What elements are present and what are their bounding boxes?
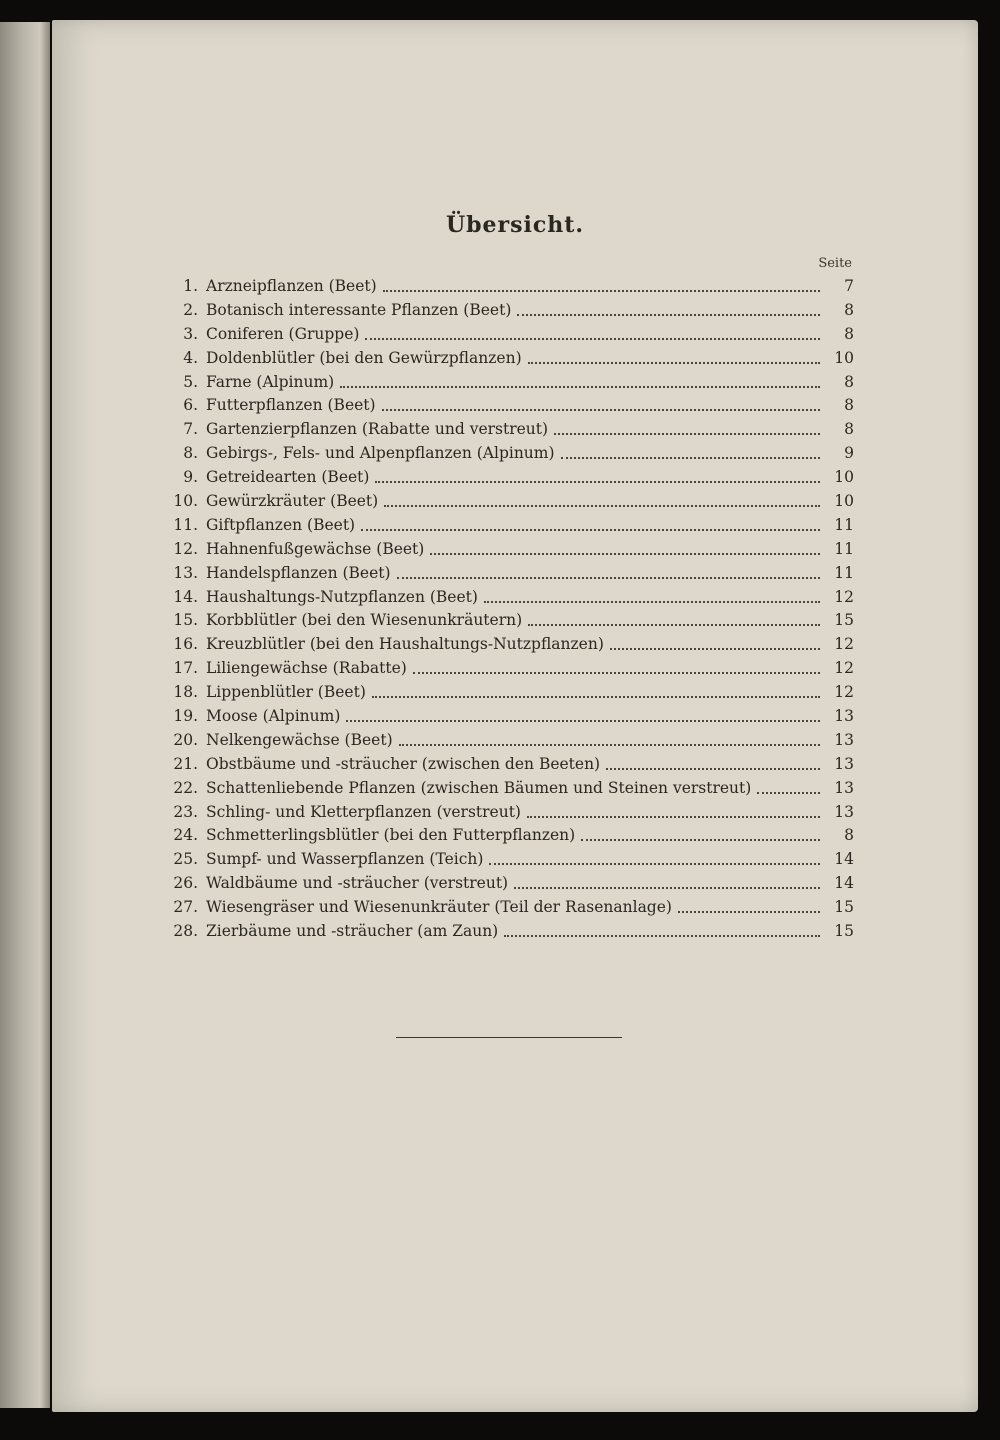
toc-entry-number: 6.: [183, 396, 198, 415]
toc-entry: [160, 633, 854, 657]
toc-entry-title: Nelkengewächse (Beet): [206, 730, 393, 749]
toc-entry-number: 2.: [183, 300, 198, 319]
toc-entry-page: 8: [844, 372, 854, 391]
toc-entry-page: 12: [834, 659, 854, 678]
toc-entry: [160, 920, 854, 944]
toc-entry-title: Zierbäume und -sträucher (am Zaun): [206, 922, 499, 941]
toc-entry: [160, 347, 854, 371]
toc-entry-title: Lippenblütler (Beet): [206, 683, 366, 702]
dot-leader: [397, 577, 820, 579]
toc-entry-title: Haushaltungs-Nutzpflanzen (Beet): [206, 587, 478, 606]
toc-entry-title: Korbblütler (bei den Wiesenunkräutern): [206, 611, 523, 630]
toc-entry-number: 25.: [173, 850, 198, 869]
toc-entry-number: 27.: [173, 898, 198, 917]
toc-entry-title: Sumpf- und Wasserpflanzen (Teich): [206, 850, 484, 869]
page-title: Übersicht.: [445, 212, 585, 238]
toc-entry-page: 7: [844, 277, 854, 295]
toc-entry: [160, 490, 854, 514]
table-of-contents: [160, 275, 854, 944]
toc-entry: [160, 538, 854, 562]
toc-entry: [160, 609, 854, 633]
toc-entry: [160, 323, 854, 347]
toc-entry-page: 10: [834, 492, 854, 511]
toc-entry-page: 14: [834, 850, 854, 869]
toc-entry-title: Farne (Alpinum): [206, 372, 335, 391]
toc-entry-page: 13: [834, 802, 854, 821]
toc-entry: [160, 466, 854, 490]
toc-entry-page: 10: [834, 468, 854, 487]
toc-entry-title: Kreuzblütler (bei den Haushaltungs-Nutzpflanzen): [206, 635, 604, 654]
toc-entry-title: Gewürzkräuter (Beet): [206, 492, 379, 511]
divider-rule: [396, 1037, 622, 1038]
toc-entry: [160, 896, 854, 920]
toc-entry-number: 21.: [173, 754, 198, 773]
dot-leader: [375, 481, 820, 483]
dot-leader: [757, 792, 820, 794]
toc-entry-page: 13: [834, 754, 854, 773]
toc-entry-page: 15: [834, 611, 854, 630]
toc-entry-page: 13: [834, 778, 854, 797]
toc-entry-page: 9: [844, 444, 854, 463]
toc-entry-number: 17.: [173, 659, 198, 678]
toc-entry-title: Coniferen (Gruppe): [206, 324, 360, 343]
dot-leader: [527, 816, 820, 818]
dot-leader: [413, 672, 820, 674]
toc-entry: [160, 657, 854, 681]
dot-leader: [365, 338, 820, 340]
toc-entry-number: 23.: [173, 802, 198, 821]
toc-entry: [160, 562, 854, 586]
dot-leader: [372, 696, 820, 698]
toc-entry-page: 11: [834, 563, 854, 582]
dot-leader: [430, 553, 820, 555]
toc-entry: [160, 801, 854, 825]
toc-entry-page: 8: [844, 324, 854, 343]
toc-entry-number: 10.: [173, 492, 198, 511]
toc-entry-number: 3.: [183, 324, 198, 343]
dot-leader: [382, 409, 820, 411]
toc-entry-title: Wiesengräser und Wiesenunkräuter (Teil der Rasenanlage): [206, 898, 672, 917]
dot-leader: [528, 624, 820, 626]
book-spine: [0, 22, 50, 1408]
dot-leader: [399, 744, 820, 746]
toc-entry-page: 12: [834, 587, 854, 606]
toc-entry-number: 14.: [173, 587, 198, 606]
toc-entry-number: 18.: [173, 683, 198, 702]
toc-entry-number: 16.: [173, 635, 198, 654]
toc-entry-number: 5.: [183, 372, 198, 391]
toc-entry-number: 13.: [173, 563, 198, 582]
toc-entry: [160, 586, 854, 610]
toc-entry-title: Moose (Alpinum): [206, 707, 341, 726]
dot-leader: [517, 314, 820, 316]
toc-entry-number: 24.: [173, 826, 198, 845]
dot-leader: [504, 935, 820, 937]
dot-leader: [678, 911, 820, 913]
toc-entry-title: Doldenblütler (bei den Gewürzpflanzen): [206, 348, 522, 367]
toc-entry: [160, 371, 854, 395]
toc-entry-title: Gartenzierpflanzen (Rabatte und verstreut): [206, 420, 549, 439]
toc-entry-title: Giftpflanzen (Beet): [206, 515, 356, 534]
toc-entry-page: 12: [834, 635, 854, 654]
toc-entry: [160, 753, 854, 777]
toc-entry-page: 12: [834, 683, 854, 702]
toc-entry-page: 11: [834, 515, 854, 534]
dot-leader: [610, 648, 820, 650]
toc-entry: [160, 681, 854, 705]
toc-entry: [160, 299, 854, 323]
toc-entry-number: 12.: [173, 539, 198, 558]
toc-entry-page: 8: [844, 396, 854, 415]
toc-entry: [160, 275, 854, 299]
dot-leader: [340, 386, 820, 388]
toc-entry-title: Schmetterlingsblütler (bei den Futterpflanzen): [206, 826, 576, 845]
dot-leader: [561, 457, 820, 459]
toc-entry-number: 8.: [183, 444, 198, 463]
toc-entry-title: Schling- und Kletterpflanzen (verstreut): [206, 802, 521, 821]
toc-entry-number: 4.: [183, 348, 198, 367]
toc-entry-title: Getreidearten (Beet): [206, 468, 370, 487]
toc-entry-page: 14: [834, 874, 854, 893]
toc-entry-number: 9.: [183, 468, 198, 487]
toc-entry-page: 15: [834, 898, 854, 917]
toc-entry-number: 26.: [173, 874, 198, 893]
dot-leader: [554, 433, 820, 435]
toc-entry-title: Handelspflanzen (Beet): [206, 563, 391, 582]
toc-entry: [160, 824, 854, 848]
toc-entry-page: 11: [834, 539, 854, 558]
toc-entry-number: 15.: [173, 611, 198, 630]
toc-entry: [160, 777, 854, 801]
toc-entry: [160, 729, 854, 753]
dot-leader: [514, 887, 820, 889]
dot-leader: [346, 720, 820, 722]
toc-entry-number: 22.: [173, 778, 198, 797]
document-page: [52, 20, 978, 1412]
toc-entry-title: Hahnenfußgewächse (Beet): [206, 539, 425, 558]
dot-leader: [489, 863, 820, 865]
toc-entry-number: 7.: [183, 420, 198, 439]
dot-leader: [384, 505, 820, 507]
toc-entry-page: 15: [834, 922, 854, 941]
toc-entry: [160, 418, 854, 442]
toc-entry-number: 19.: [173, 707, 198, 726]
toc-entry-title: Arzneipflanzen (Beet): [206, 277, 377, 295]
toc-entry: [160, 514, 854, 538]
toc-entry: [160, 705, 854, 729]
toc-entry-page: 8: [844, 300, 854, 319]
toc-entry-number: 11.: [173, 515, 198, 534]
toc-entry-title: Botanisch interessante Pflanzen (Beet): [206, 300, 512, 319]
toc-entry-title: Waldbäume und -sträucher (verstreut): [206, 874, 509, 893]
toc-entry: [160, 394, 854, 418]
dot-leader: [484, 601, 820, 603]
toc-entry-page: 13: [834, 730, 854, 749]
dot-leader: [528, 362, 820, 364]
toc-entry-number: 1.: [183, 277, 198, 295]
toc-entry-page: 8: [844, 826, 854, 845]
toc-entry-number: 20.: [173, 730, 198, 749]
dot-leader: [383, 290, 820, 292]
toc-entry-number: 28.: [173, 922, 198, 941]
toc-entry-title: Liliengewächse (Rabatte): [206, 659, 407, 678]
toc-entry-page: 8: [844, 420, 854, 439]
toc-entry: [160, 442, 854, 466]
toc-entry-title: Gebirgs-, Fels- und Alpenpflanzen (Alpinum): [206, 444, 555, 463]
page-column-label: Seite: [818, 256, 852, 271]
toc-entry-page: 13: [834, 707, 854, 726]
toc-entry: [160, 872, 854, 896]
toc-entry-page: 10: [834, 348, 854, 367]
toc-entry-title: Obstbäume und -sträucher (zwischen den Beeten): [206, 754, 601, 773]
toc-entry: [160, 848, 854, 872]
toc-entry-title: Futterpflanzen (Beet): [206, 396, 376, 415]
toc-entry-title: Schattenliebende Pflanzen (zwischen Bäumen und Steinen verstreut): [206, 778, 752, 797]
dot-leader: [361, 529, 820, 531]
dot-leader: [606, 768, 820, 770]
dot-leader: [581, 839, 820, 841]
